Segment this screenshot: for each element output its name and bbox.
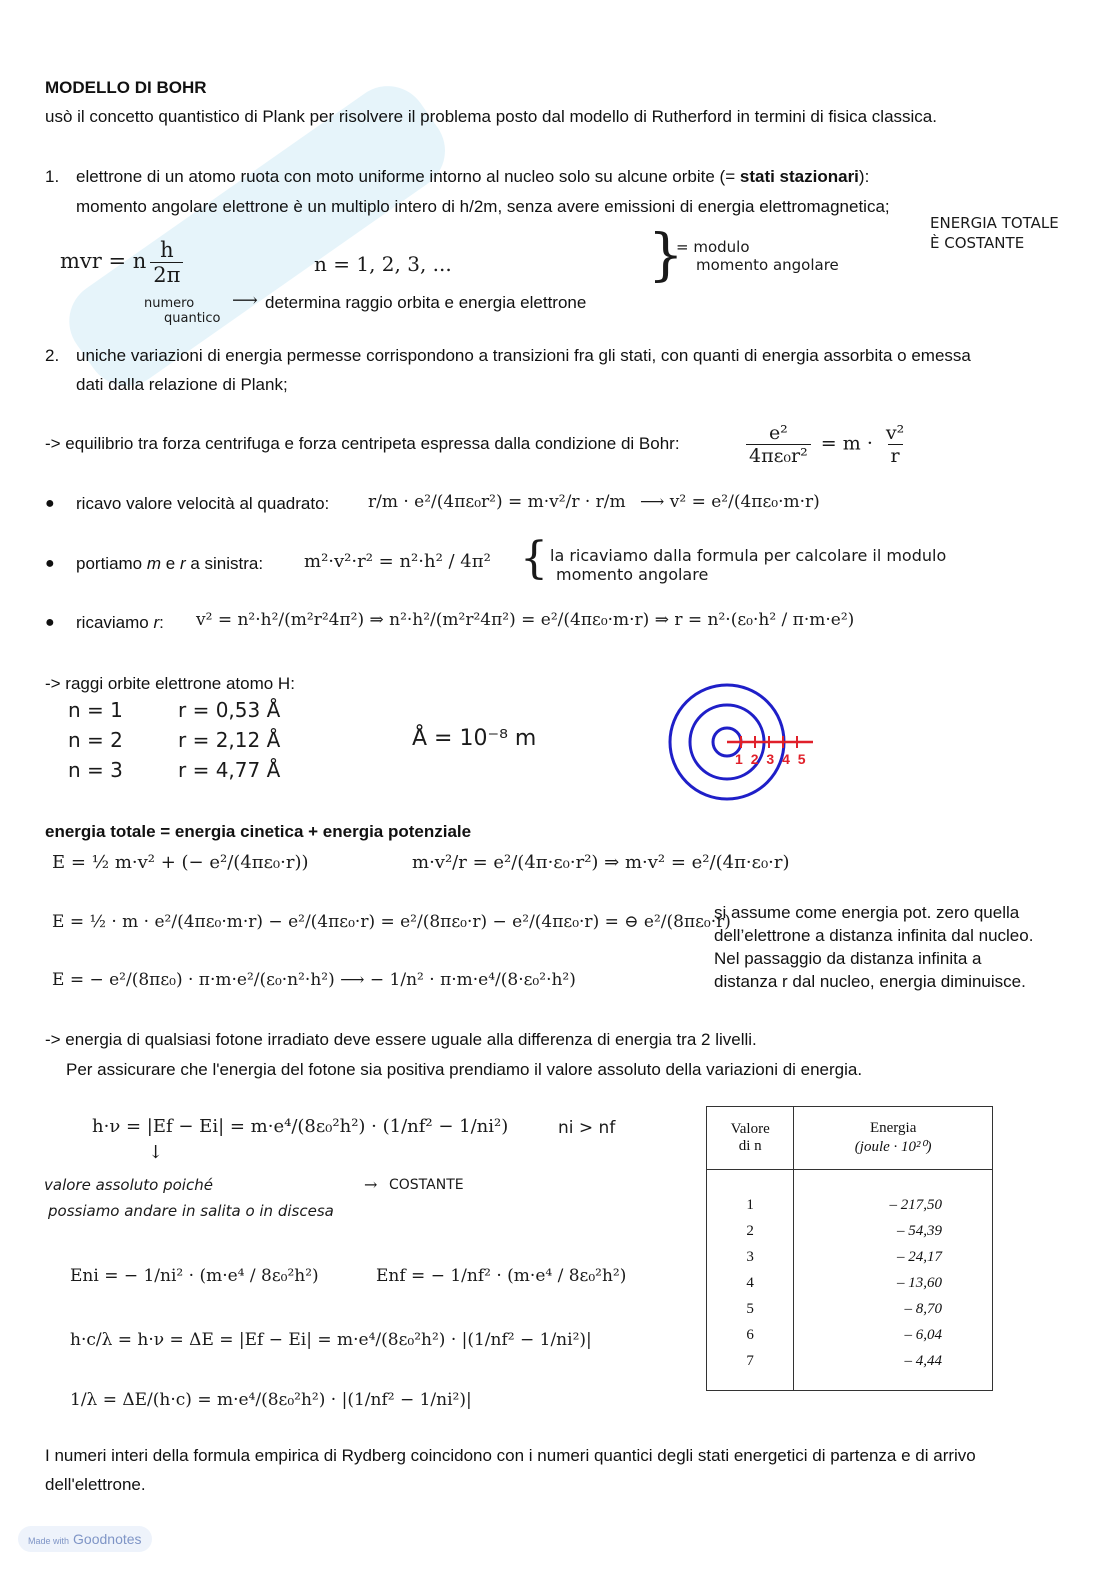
radius-r: r = 2,12 Å: [178, 728, 281, 752]
energy-note-line: distanza r dal nucleo, energia diminuisce.: [714, 972, 1026, 991]
intro-text: usò il concetto quantistico di Plank per risolvere il problema posto dal modello di Rutherford in termini di fisica classica.: [45, 107, 937, 126]
energy-heading: energia totale = energia cinetica + energia potenziale: [45, 822, 472, 841]
photon-condition: ni > nf: [558, 1118, 616, 1138]
point1-line1: elettrone di un atomo ruota con moto uniforme intorno al nucleo solo su alcune orbite (= stati stazionari):: [76, 167, 870, 186]
enf-eq: Enf = − 1/nf² · (m·e⁴ / 8ε₀²h²): [376, 1266, 627, 1286]
point1-line2: momento angolare elettrone è un multiplo intero di h/2m, senza avere emissioni di energia elettromagnetica;: [76, 197, 890, 216]
arrow-down-icon: ↓: [148, 1142, 164, 1163]
note-energy-line2: È COSTANTE: [930, 234, 1025, 252]
bullet1-text: ricavo valore velocità al quadrato:: [76, 494, 330, 513]
point1-number: 1.: [45, 167, 60, 186]
point2-line1: uniche variazioni di energia permesse corrispondono a transizioni fra gli stati, con quanti di energia assorbita o emessa: [76, 346, 971, 365]
conclusion-line2: dell'elettrone.: [45, 1475, 146, 1494]
arrow-text: determina raggio orbita e energia elettrone: [265, 293, 587, 312]
radius-n: n = 2: [68, 728, 123, 752]
bullet3-math: v² = n²·h²/(m²r²4π²) ⇒ n²·h²/(m²r²4π²) = e²/(4πε₀·m·r) ⇒ r = n²·(ε₀·h² / π·m·e²): [196, 610, 855, 630]
formula-mvr: mvr = n $\frac{h}{2\pi}$: [60, 238, 187, 287]
one-over-lambda-eq: 1/λ = ΔE/(h·c) = m·e⁴/(8ε₀²h²) · |(1/nf² − 1/ni²)|: [70, 1390, 472, 1410]
eni-eq: Eni = − 1/ni² · (m·e⁴ / 8ε₀²h²): [70, 1266, 319, 1286]
table-row: 4 – 13,60: [707, 1270, 993, 1296]
table-row: 1 – 217,50: [707, 1170, 993, 1219]
arrow-right-icon: ⟶: [232, 290, 258, 311]
table-header-n: Valore di n: [707, 1107, 794, 1170]
orbit-diagram: [655, 683, 825, 801]
brace-note-2: momento angolare: [696, 256, 839, 274]
equilibrium-formula: $\frac{\text{e²}}{\text{4πε₀r²}}$ = m · $\frac{\text{v²}}{r}$: [742, 422, 911, 467]
table-row: 2 – 54,39: [707, 1218, 993, 1244]
angstrom-definition: Å = 10⁻⁸ m: [412, 726, 537, 751]
numero-label-2: quantico: [164, 311, 221, 326]
costante-label: COSTANTE: [389, 1177, 464, 1193]
equilibrium-text: -> equilibrio tra forza centrifuga e forza centripeta espressa dalla condizione di Bohr:: [45, 434, 680, 453]
energy-eq2: E = ½ · m · e²/(4πε₀·m·r) − e²/(4πε₀·r) = e²/(8πε₀·r) − e²/(4πε₀·r) = ⊖ e²/(8πε₀·r): [52, 912, 731, 932]
curly-brace: }: [648, 223, 684, 288]
curly-brace: {: [520, 533, 548, 584]
bullet2-text: portiamo m e r a sinistra:: [76, 554, 264, 573]
bullet-dot: ●: [45, 614, 55, 631]
bullet1-math-b: ⟶ v² = e²/(4πε₀·m·r): [640, 492, 820, 512]
photon-eq: h·ν = |Ef − Ei| = m·e⁴/(8ε₀²h²) · (1/nf² − 1/ni²): [92, 1116, 509, 1137]
table-header-energy: Energia (joule · 10²⁰): [794, 1107, 993, 1170]
bullet-dot: ●: [45, 555, 55, 572]
n-values: n = 1, 2, 3, ...: [314, 252, 452, 276]
table-row: 5 – 8,70: [707, 1296, 993, 1322]
abs-note-2: possiamo andare in salita o in discesa: [48, 1202, 334, 1220]
energy-note-line: dell’elettrone a distanza infinita dal nucleo.: [714, 926, 1034, 945]
bullet2-note-1: la ricaviamo dalla formula per calcolare il modulo: [550, 546, 947, 565]
table-row: 7 – 4,44: [707, 1348, 993, 1391]
page-title: MODELLO DI BOHR: [45, 78, 207, 97]
energy-note-line: si assume come energia pot. zero quella: [714, 903, 1020, 922]
numero-label-1: numero: [144, 296, 195, 311]
conclusion-line1: I numeri interi della formula empirica di Rydberg coincidono con i numeri quantici degli stati energetici di partenza e di arrivo: [45, 1446, 976, 1465]
brace-note-1: = modulo: [676, 238, 750, 256]
photon-line2: Per assicurare che l'energia del fotone sia positiva prendiamo il valore assoluto della variazioni di energia.: [66, 1060, 863, 1079]
goodnotes-badge: Made with Goodnotes: [18, 1526, 152, 1552]
hc-lambda-eq: h·c/λ = h·ν = ΔE = |Ef − Ei| = m·e⁴/(8ε₀²h²) · |(1/nf² − 1/ni²)|: [70, 1330, 592, 1350]
bullet2-math: m²·v²·r² = n²·h² / 4π²: [304, 551, 491, 572]
table-row: 6 – 6,04: [707, 1322, 993, 1348]
point2-number: 2.: [45, 346, 60, 365]
energy-eq3: E = − e²/(8πε₀) · π·m·e²/(ε₀·n²·h²) ⟶ − 1/n² · π·m·e⁴/(8·ε₀²·h²): [52, 970, 576, 990]
scale-labels: 1 2 3 4 5: [735, 751, 808, 767]
abs-note-1: valore assoluto poiché: [44, 1176, 213, 1194]
note-energy-line1: ENERGIA TOTALE: [930, 214, 1059, 232]
point2-line2: dati dalla relazione di Plank;: [76, 375, 288, 394]
energy-table: [706, 1106, 993, 1391]
radius-n: n = 1: [68, 698, 123, 722]
energy-eq1b: m·v²/r = e²/(4π·ε₀·r²) ⇒ m·v² = e²/(4π·ε₀·r): [412, 852, 790, 873]
bullet3-text: ricaviamo r:: [76, 613, 164, 632]
photon-line1: -> energia di qualsiasi fotone irradiato deve essere uguale alla differenza di energia tra 2 livelli.: [45, 1030, 757, 1049]
radii-heading: -> raggi orbite elettrone atomo H:: [45, 674, 295, 693]
radius-n: n = 3: [68, 758, 123, 782]
table-row: 3 – 24,17: [707, 1244, 993, 1270]
bullet1-math-a: r/m · e²/(4πε₀r²) = m·v²/r · r/m: [368, 492, 626, 512]
energy-note-line: Nel passaggio da distanza infinita a: [714, 949, 982, 968]
radius-r: r = 4,77 Å: [178, 758, 281, 782]
bullet2-note-2: momento angolare: [556, 565, 709, 584]
bullet-dot: ●: [45, 495, 55, 512]
radius-r: r = 0,53 Å: [178, 698, 281, 722]
energy-eq1: E = ½ m·v² + (− e²/(4πε₀·r)): [52, 852, 309, 873]
arrow-right-icon: →: [364, 1175, 378, 1194]
